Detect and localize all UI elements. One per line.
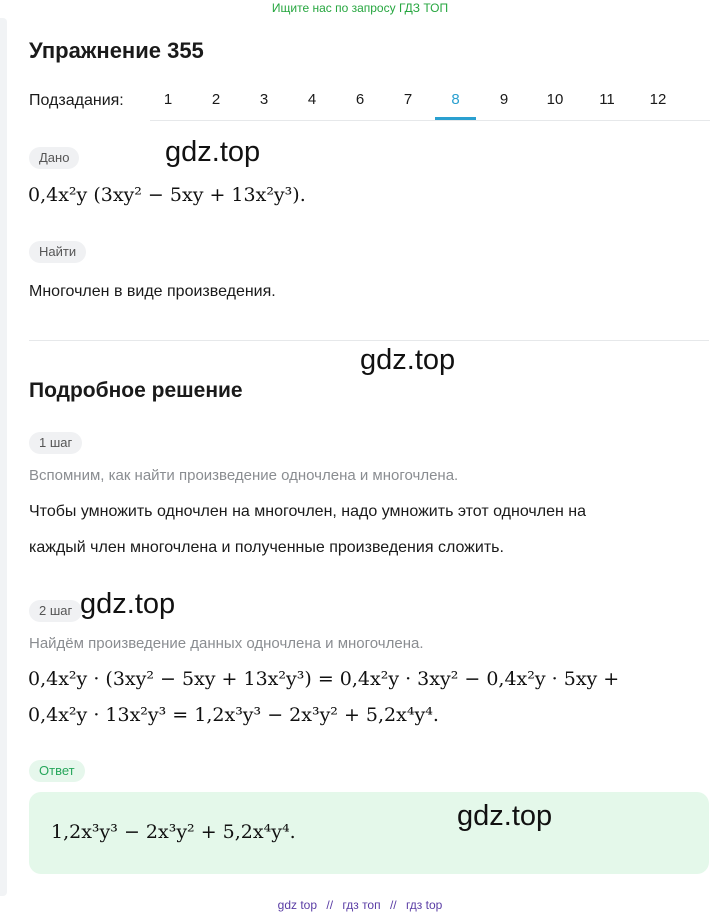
- subtask-tab-12[interactable]: 12: [649, 91, 667, 108]
- footer-links: [0, 898, 720, 912]
- subtasks-label: Подзадания:: [29, 92, 124, 109]
- watermark: gdz.top: [360, 344, 456, 376]
- solution-title: Подробное решение: [29, 379, 243, 402]
- left-rail: [0, 18, 7, 896]
- step2-expression-line1: 0,4x²y · (3xy² − 5xy + 13x²y³) = 0,4x²y · 3xy² − 0,4x²y · 5xy +: [28, 668, 620, 690]
- given-expression: 0,4x²y (3xy² − 5xy + 13x²y³).: [28, 184, 306, 206]
- answer-expression: 1,2x³y³ − 2x³y² + 5,2x⁴y⁴.: [51, 821, 296, 843]
- footer-link-gdz-top-mixed[interactable]: гдз top: [405, 898, 443, 912]
- top-banner: Ищите нас по запросу ГДЗ ТОП: [271, 1, 449, 15]
- step2-expression-line2: 0,4x²y · 13x²y³ = 1,2x³y³ − 2x³y² + 5,2x⁴y⁴.: [28, 704, 439, 726]
- subtask-tab-6[interactable]: 6: [355, 91, 365, 108]
- subtask-tab-2[interactable]: 2: [211, 91, 221, 108]
- answer-box: [29, 792, 709, 874]
- watermark: gdz.top: [457, 800, 553, 832]
- subtask-tab-7[interactable]: 7: [403, 91, 413, 108]
- subtask-tab-8[interactable]: 8: [435, 84, 476, 120]
- find-badge: Найти: [29, 241, 86, 263]
- step1-badge: 1 шаг: [29, 432, 82, 454]
- step1-text-line1: Чтобы умножить одночлен на многочлен, надо умножить этот одночлен на: [29, 503, 586, 520]
- subtasks-divider: [150, 120, 710, 121]
- page-title: Упражнение 355: [29, 38, 204, 63]
- step1-hint: Вспомним, как найти произведение одночлена и многочлена.: [29, 467, 459, 484]
- step2-badge: 2 шаг: [29, 600, 82, 622]
- watermark: gdz.top: [80, 588, 176, 620]
- subtask-tab-10[interactable]: 10: [546, 91, 564, 108]
- subtask-tab-11[interactable]: 11: [599, 91, 615, 108]
- footer-link-gdz-top[interactable]: gdz top: [277, 898, 318, 912]
- section-divider: [29, 340, 709, 341]
- footer-separator: //: [389, 898, 397, 912]
- subtask-tab-9[interactable]: 9: [499, 91, 509, 108]
- footer-separator: //: [326, 898, 334, 912]
- subtask-tab-4[interactable]: 4: [307, 91, 317, 108]
- footer-link-gdz-top-ru[interactable]: гдз топ: [342, 898, 381, 912]
- subtask-tab-3[interactable]: 3: [259, 91, 269, 108]
- watermark: gdz.top: [165, 136, 261, 168]
- answer-badge: Ответ: [29, 760, 85, 782]
- given-badge: Дано: [29, 147, 79, 169]
- exercise-card: [7, 18, 720, 898]
- step2-hint: Найдём произведение данных одночлена и многочлена.: [29, 635, 424, 652]
- step1-text-line2: каждый член многочлена и полученные произведения сложить.: [29, 539, 504, 556]
- subtask-tab-1[interactable]: 1: [163, 91, 173, 108]
- find-text: Многочлен в виде произведения.: [29, 283, 276, 300]
